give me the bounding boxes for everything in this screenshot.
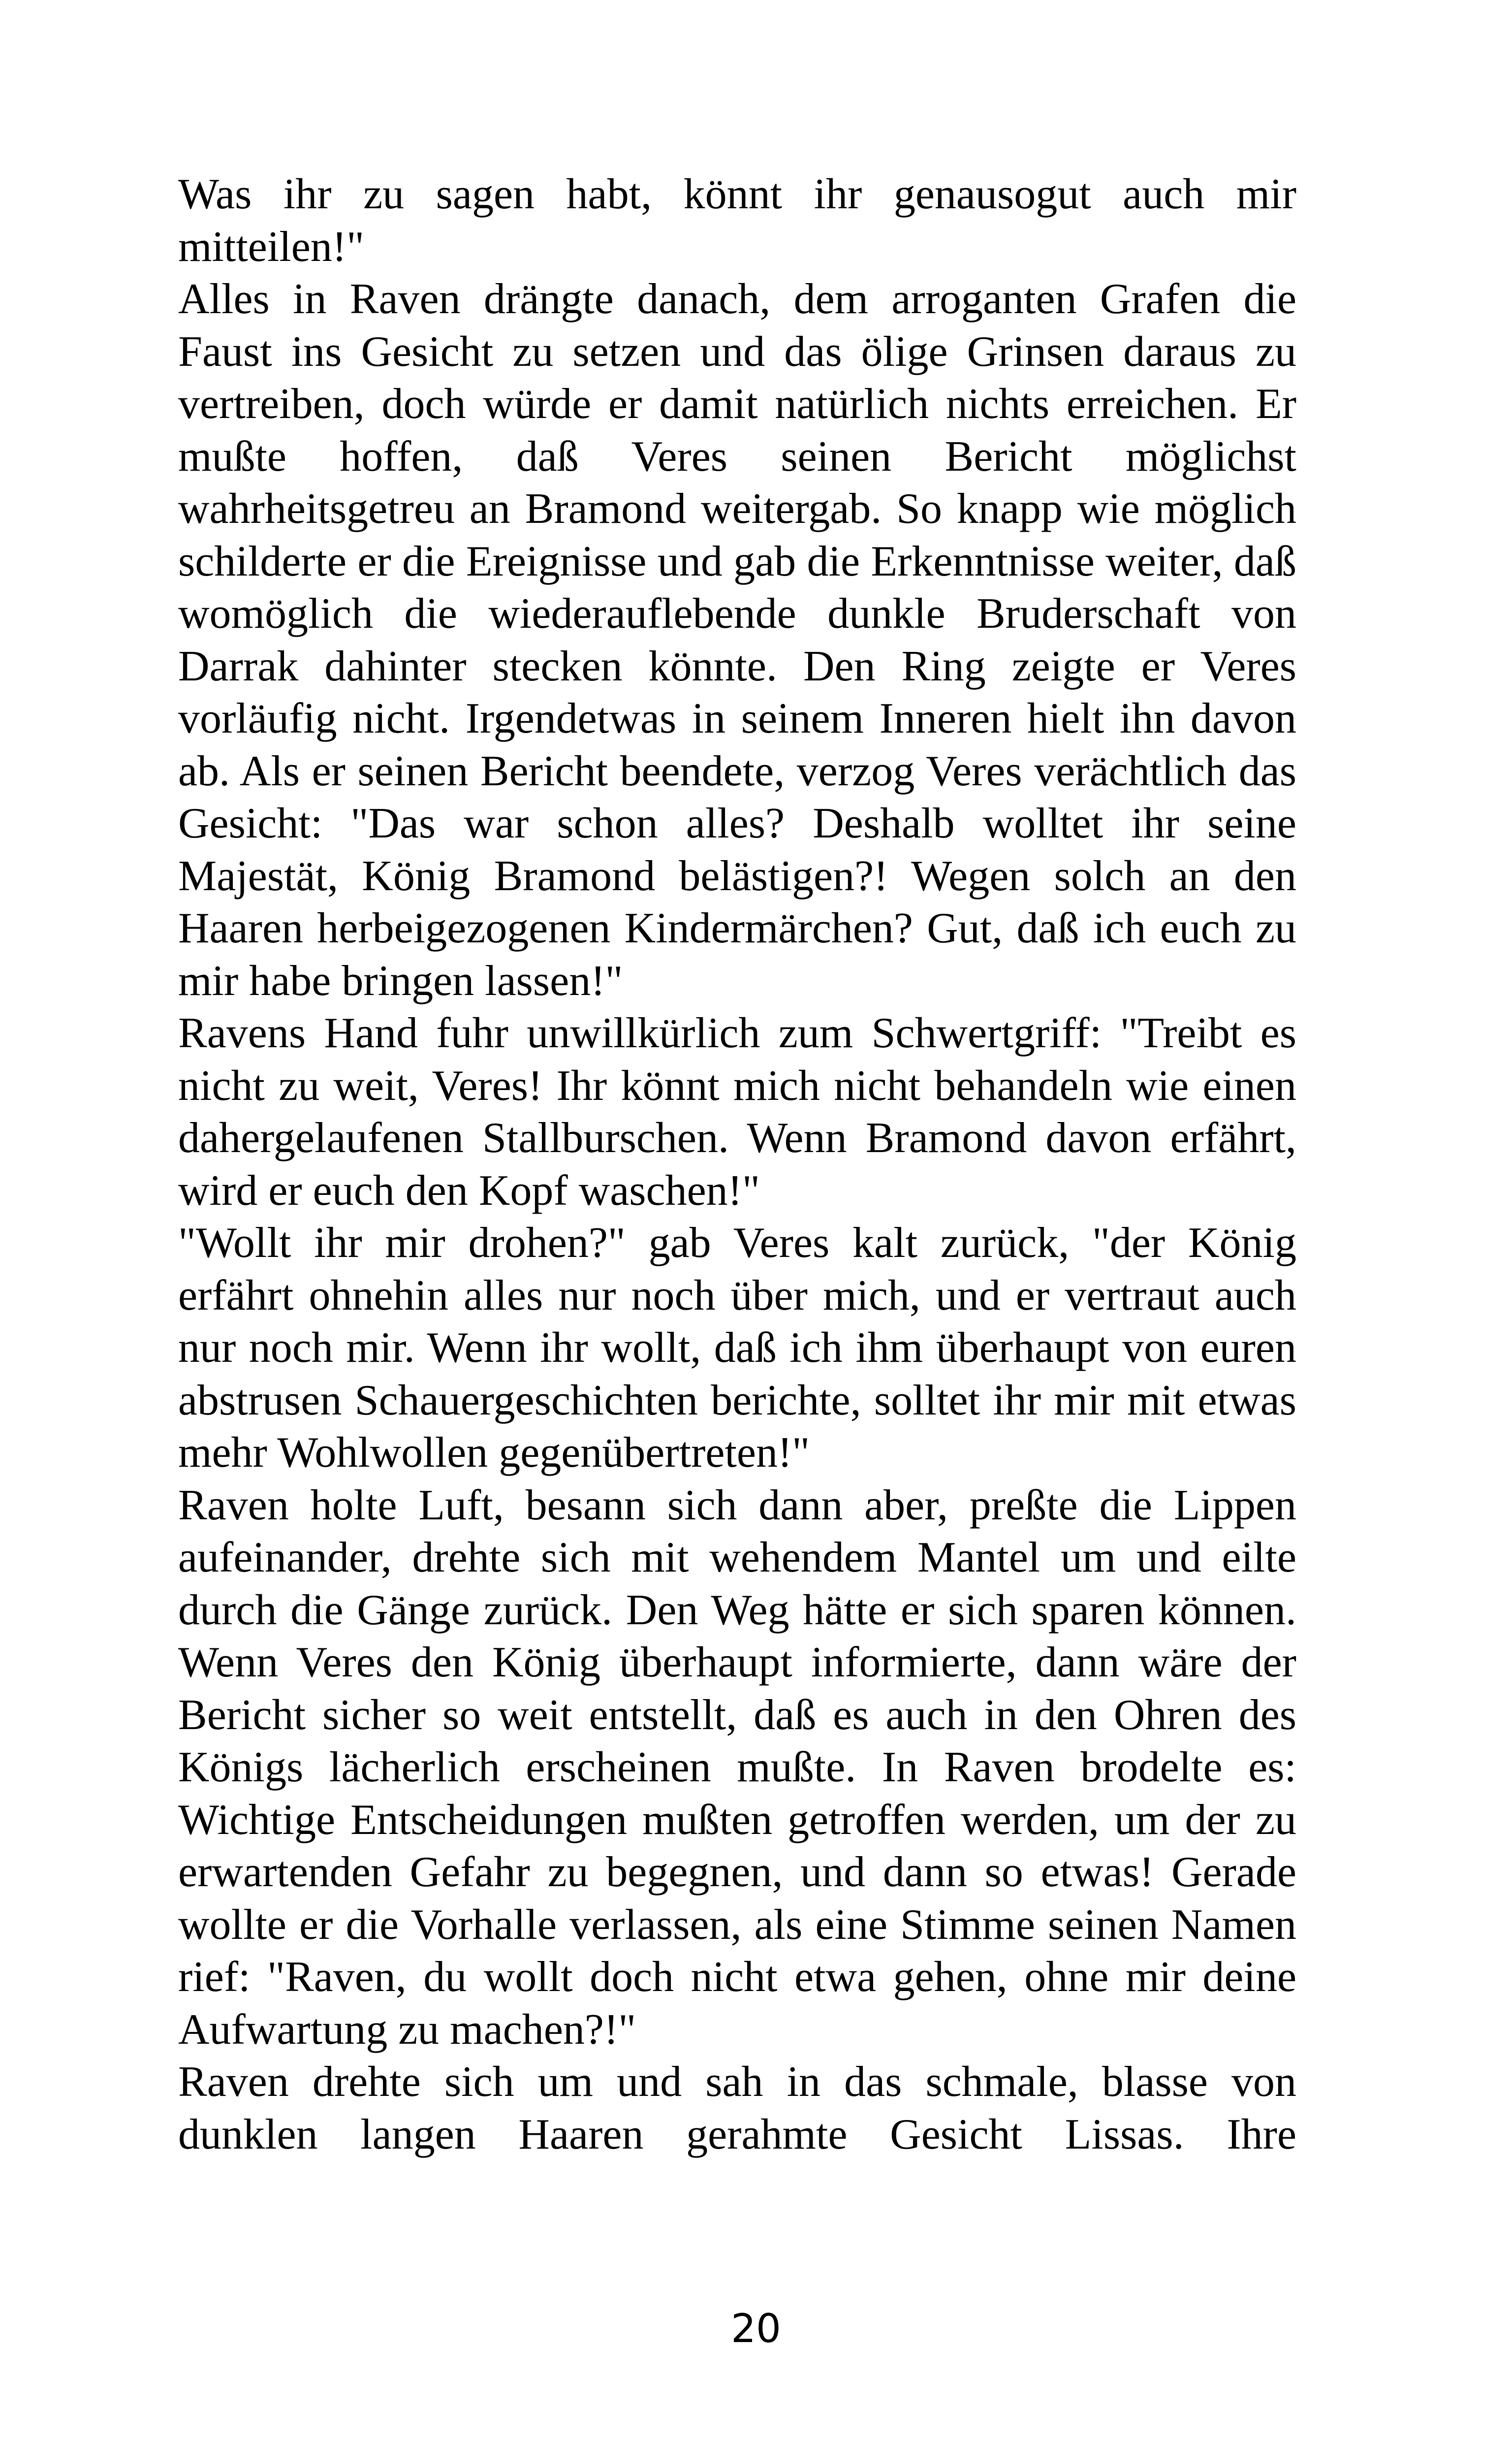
- paragraph-2: Alles in Raven drängte danach, dem arroganten Grafen die Faust ins Gesicht zu setzen und das ölige Grinsen daraus zu vertreiben, doch würde er damit natürlich nichts erreichen. Er mußte hoffen, daß Veres seinen Bericht möglichst wahrheitsgetreu an Bramond weitergab. So knapp wie möglich schilderte er die Ereignisse und gab die Erkenntnisse weiter, daß womöglich die wiederauflebende dunkle Bruderschaft von Darrak dahinter stecken könnte. Den Ring zeigte er Veres vorläufig nicht. Irgendetwas in seinem Inneren hielt ihn davon ab. Als er seinen Bericht beendete, verzog Veres verächtlich das Gesicht: "Das war schon alles? Deshalb wolltet ihr seine Majestät, König Bramond belästigen?! Wegen solch an den Haaren herbeigezogenen Kindermärchen? Gut, daß ich euch zu mir habe bringen lassen!": [178, 275, 1296, 1005]
- paragraph-5: Raven holte Luft, besann sich dann aber, preßte die Lippen aufeinander, drehte sich mit wehendem Mantel um und eilte durch die Gänge zurück. Den Weg hätte er sich sparen können. Wenn Veres den König überhaupt informierte, dann wäre der Bericht sicher so weit entstellt, daß es auch in den Ohren des Königs lächerlich erscheinen mußte. In Raven brodelte es: Wichtige Entscheidungen mußten getroffen werden, um der zu erwartenden Gefahr zu begegnen, und dann so etwas! Gerade wollte er die Vorhalle verlassen, als eine Stimme seinen Namen rief: "Raven, du wollt doch nicht etwa gehen, ohne mir deine Aufwartung zu machen?!": [178, 1481, 1296, 2054]
- body-text: [178, 168, 1296, 2161]
- paragraph-4: "Wollt ihr mir drohen?" gab Veres kalt zurück, "der König erfährt ohnehin alles nur noch über mich, und er vertraut auch nur noch mir. Wenn ihr wollt, daß ich ihm überhaupt von euren abstrusen Schauergeschichten berichte, solltet ihr mir mit etwas mehr Wohlwollen gegenübertreten!": [178, 1219, 1296, 1477]
- paragraph-3: Ravens Hand fuhr unwillkürlich zum Schwertgriff: "Treibt es nicht zu weit, Veres! Ihr könnt mich nicht behandeln wie einen dahergelaufenen Stallburschen. Wenn Bramond davon erfährt, wird er euch den Kopf waschen!": [178, 1009, 1296, 1215]
- paragraph-6: Raven drehte sich um und sah in das schmale, blasse von dunklen langen Haaren gerahmte Gesicht Lissas. Ihre: [178, 2058, 1296, 2158]
- paragraph-1: Was ihr zu sagen habt, könnt ihr genausogut auch mir mitteilen!": [178, 170, 1296, 271]
- page-number: 20: [731, 2306, 781, 2351]
